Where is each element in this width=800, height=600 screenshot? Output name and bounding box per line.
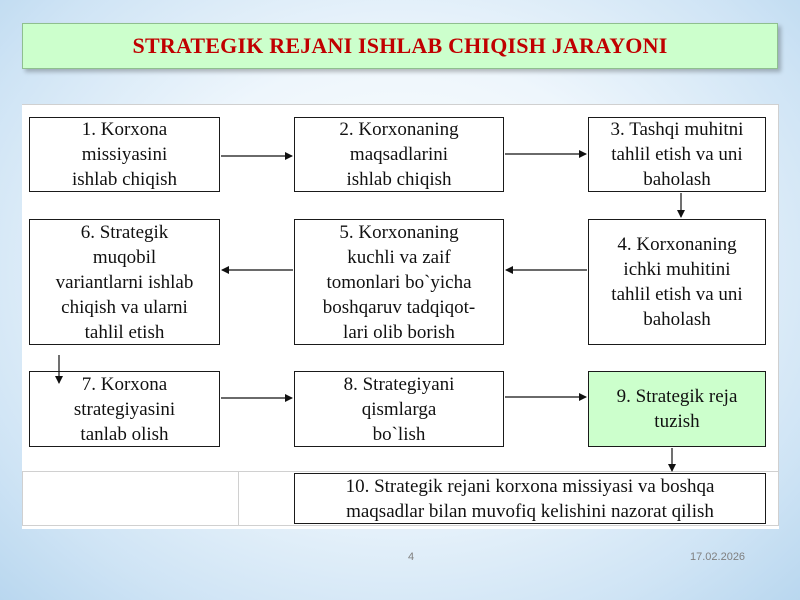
slide-date: 17.02.2026 <box>690 551 746 563</box>
step-box-8: 8. Strategiyani qismlarga bo`lish <box>294 371 504 447</box>
step-box-3: 3. Tashqi muhitni tahlil etish va uni baholash <box>588 117 766 192</box>
step-box-4: 4. Korxonaning ichki muhitini tahlil etish va uni baholash <box>588 219 766 345</box>
grid-line <box>22 471 779 472</box>
step-box-10: 10. Strategik rejani korxona missiyasi va boshqa maqsadlar bilan muvofiq kelishini nazorat qilish <box>294 473 766 524</box>
step-box-5: 5. Korxonaning kuchli va zaif tomonlari bo`yicha boshqaruv tadqiqot- lari olib borish <box>294 219 504 345</box>
step-box-2: 2. Korxonaning maqsadlarini ishlab chiqish <box>294 117 504 192</box>
grid-line <box>778 104 779 526</box>
title-banner <box>22 23 778 69</box>
grid-line <box>22 525 779 526</box>
step-box-6: 6. Strategik muqobil variantlarni ishlab chiqish va ularni tahlil etish <box>29 219 220 345</box>
grid-line <box>238 471 239 526</box>
step-box-1: 1. Korxona missiyasini ishlab chiqish <box>29 117 220 192</box>
page-number: 4 <box>408 551 415 563</box>
page-title: STRATEGIK REJANI ISHLAB CHIQISH JARAYONI <box>132 33 668 58</box>
step-box-7: 7. Korxona strategiyasini tanlab olish <box>29 371 220 447</box>
grid-line <box>22 471 23 526</box>
step-box-9: 9. Strategik reja tuzish <box>588 371 766 447</box>
grid-line <box>22 104 779 105</box>
